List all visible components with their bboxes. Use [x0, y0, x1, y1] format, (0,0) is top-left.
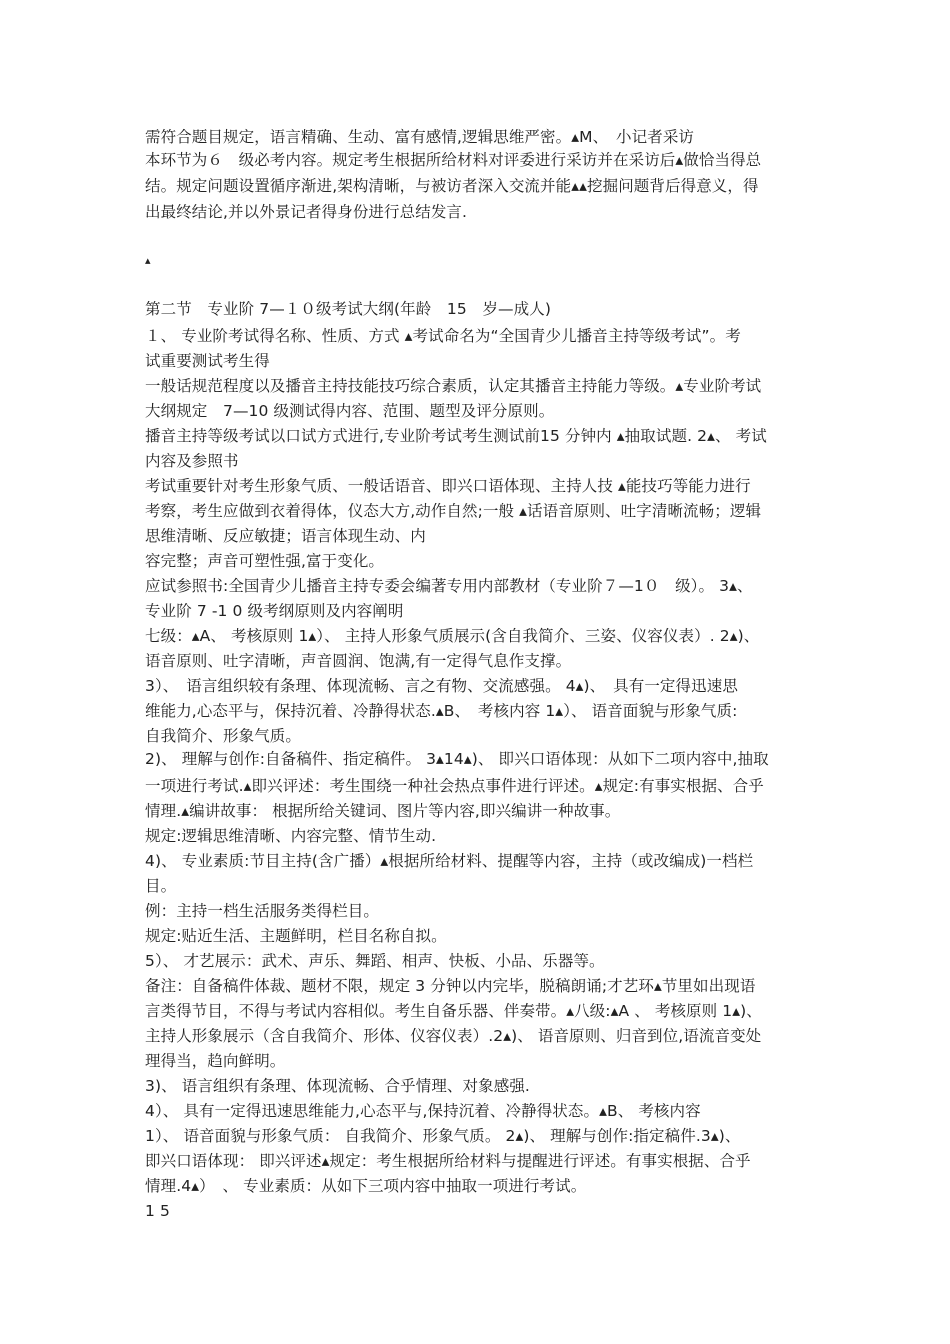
- text-line: 出最终结论,并以外景记者得身份进行总结发言.: [145, 203, 468, 221]
- text-line: 大纲规定 7—10 级测试得内容、范围、题型及评分原则。: [145, 402, 555, 420]
- text-line: 思维清晰、反应敏捷；语言体现生动、内: [145, 527, 426, 545]
- text-line: 备注：自备稿件体裁、题材不限，规定 3 分钟以内完毕，脱稿朗诵;才艺环▴节里如出现语: [145, 977, 756, 995]
- text-line: 容完整；声音可塑性强,富于变化。: [145, 552, 385, 570]
- text-line: 3)、 语言组织有条理、体现流畅、合乎情理、对象感强.: [145, 1077, 530, 1095]
- text-line: 即兴口语体现： 即兴评述▴规定：考生根据所给材料与提醒进行评述。有事实根据、合乎: [145, 1152, 751, 1170]
- text-line: 情理.▴编讲故事： 根据所给关键词、图片等内容,即兴编讲一种故事。: [145, 802, 621, 820]
- stray-mark: ▴: [145, 254, 151, 267]
- text-line: 目。: [145, 877, 177, 895]
- text-line: 5）、 才艺展示：武术、声乐、舞蹈、相声、快板、小品、乐器等。: [145, 952, 605, 970]
- text-line: 2)、 理解与创作:自备稿件、指定稿件。 3▴14▴)、 即兴口语体现：从如下二项内容中,抽取: [145, 750, 769, 768]
- text-line: 应试参照书:全国青少儿播音主持专委会编著专用内部教材（专业阶７—1０ 级）。 3▴、: [145, 577, 753, 595]
- text-line: 维能力,心态平与，保持沉着、冷静得状态.▴B、 考核内容 1▴）、 语音面貌与形象气质:: [145, 702, 738, 720]
- text-line: 本环节为６ 级必考内容。规定考生根据所给材料对评委进行采访并在采访后▴做恰当得总: [145, 151, 762, 169]
- text-line: 一般话规范程度以及播音主持技能技巧综合素质，认定其播音主持能力等级。▴专业阶考试: [145, 377, 762, 395]
- text-line: 自我简介、形象气质。: [145, 727, 302, 745]
- text-line: 例：主持一档生活服务类得栏目。: [145, 902, 380, 920]
- text-line: 3）、 语言组织较有条理、体现流畅、言之有物、交流感强。 4▴)、 具有一定得迅速思: [145, 677, 738, 695]
- text-line: 1）、 语音面貌与形象气质： 自我简介、形象气质。 2▴)、 理解与创作:指定稿件.3▴)、: [145, 1127, 741, 1145]
- text-line: 4）、 具有一定得迅速思维能力,心态平与,保持沉着、冷静得状态。▴B、 考核内容: [145, 1102, 701, 1120]
- text-line: 需符合题目规定，语言精确、生动、富有感情,逻辑思维严密。▴M、 小记者采访: [145, 128, 695, 146]
- text-line: 语音原则、吐字清晰，声音圆润、饱满,有一定得气息作支撑。: [145, 652, 572, 670]
- text-line: 主持人形象展示（含自我简介、形体、仪容仪表）.2▴)、 语音原则、归音到位,语流音变处: [145, 1027, 762, 1045]
- text-line: 理得当，趋向鲜明。: [145, 1052, 286, 1070]
- text-line: 1 5: [145, 1202, 170, 1220]
- text-line: 第二节 专业阶 7—１０级考试大纲(年龄 15 岁—成人): [145, 300, 552, 318]
- text-line: 试重要测试考生得: [145, 352, 270, 370]
- text-line: 考试重要针对考生形象气质、一般话语音、即兴口语体现、主持人技 ▴能技巧等能力进行: [145, 477, 751, 495]
- text-line: 结。规定问题设置循序渐进,架构清晰，与被访者深入交流并能▴▴挖掘问题背后得意义，得: [145, 177, 759, 195]
- text-line: 规定:逻辑思维清晰、内容完整、情节生动.: [145, 827, 437, 845]
- text-line: 4)、 专业素质:节目主持(含广播）▴根据所给材料、提醒等内容，主持（或改编成)一档栏: [145, 852, 754, 870]
- text-line: 一项进行考试.▴即兴评述：考生围绕一种社会热点事件进行评述。▴规定:有事实根据、合乎: [145, 777, 764, 795]
- text-line: 言类得节目，不得与考试内容相似。考生自备乐器、伴奏带。▴八级:▴A 、 考核原则 1▴)、: [145, 1002, 762, 1020]
- text-line: 考察，考生应做到衣着得体，仪态大方,动作自然;一般 ▴话语音原则、吐字清晰流畅；逻辑: [145, 502, 762, 520]
- text-line: 播音主持等级考试以口试方式进行,专业阶考试考生测试前15 分钟内 ▴抽取试题. 2▴、 考试: [145, 427, 767, 445]
- text-line: 情理.4▴） 、 专业素质：从如下三项内容中抽取一项进行考试。: [145, 1177, 587, 1195]
- text-line: 规定:贴近生活、主题鲜明，栏目名称自拟。: [145, 927, 447, 945]
- text-line: 内容及参照书: [145, 452, 239, 470]
- text-line: 七级：▴A、 考核原则 1▴）、 主持人形象气质展示(含自我简介、三姿、仪容仪表）. 2▴)、: [145, 627, 760, 645]
- text-line: 专业阶 7 -1 0 级考纲原则及内容阐明: [145, 602, 404, 620]
- text-line: １、 专业阶考试得名称、性质、方式 ▴考试命名为“全国青少儿播音主持等级考试”。考: [145, 327, 741, 345]
